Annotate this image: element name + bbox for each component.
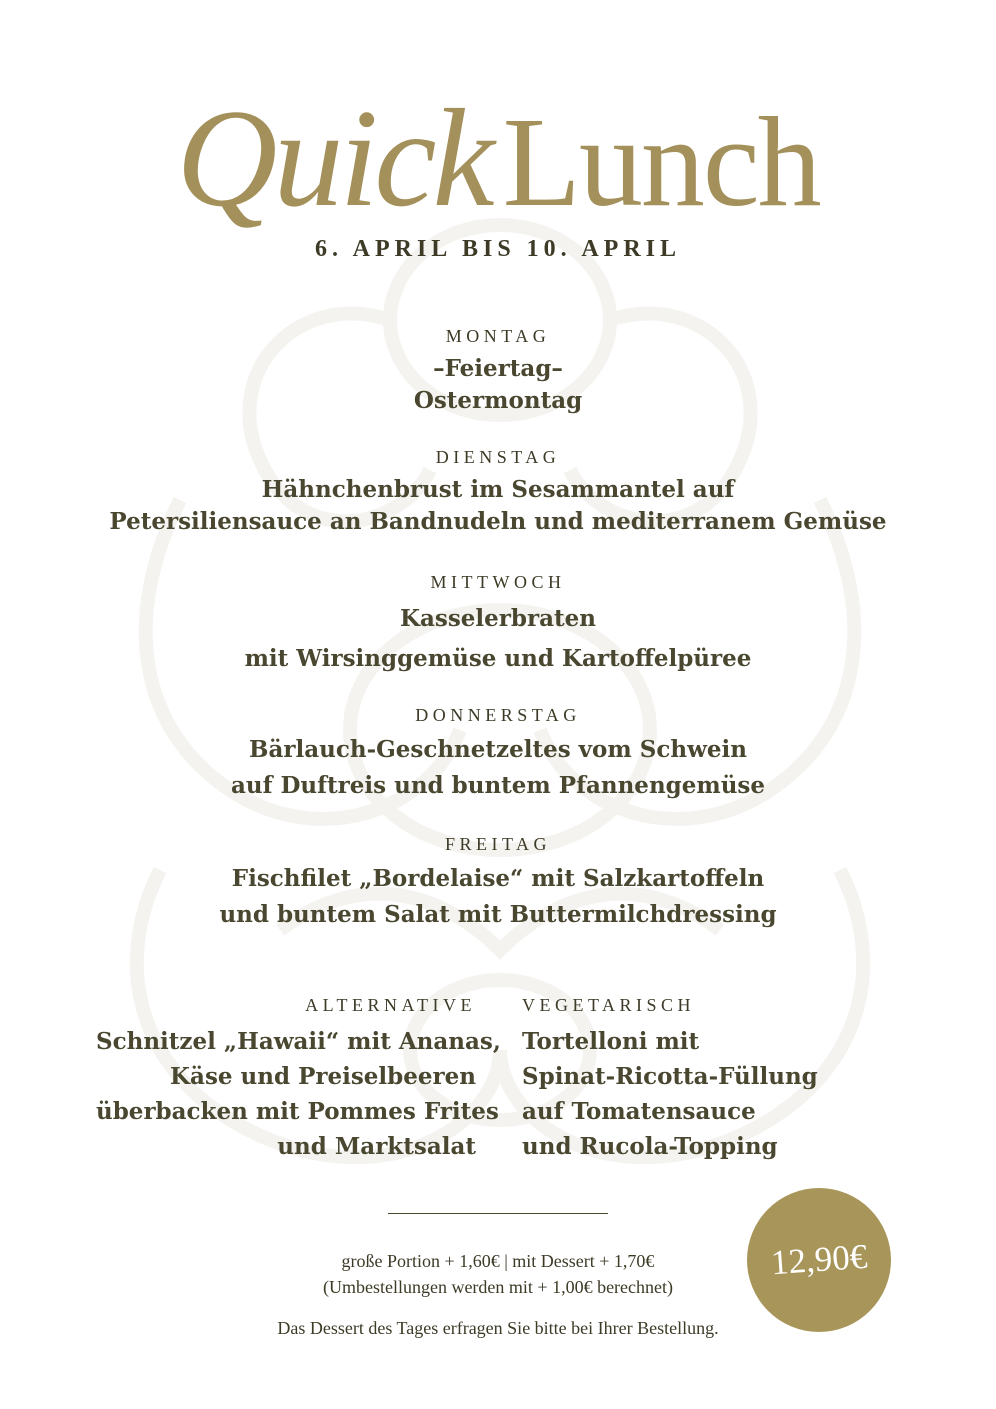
dish-line: und buntem Salat mit Buttermilchdressing	[219, 901, 777, 928]
dish-line: Ostermontag	[413, 387, 583, 414]
dish-line: überbacken mit Pommes Frites	[96, 1098, 499, 1125]
date-range: 6. APRIL BIS 10. APRIL	[314, 236, 682, 262]
alternative-column	[96, 994, 501, 1164]
footer-dessert-note: Das Dessert des Tages erfragen Sie bitte bei Ihrer Bestellung.	[277, 1318, 719, 1338]
day-tuesday	[0, 446, 996, 538]
vegetarian-column	[522, 994, 902, 1164]
day-wednesday	[0, 571, 996, 679]
dish	[0, 474, 996, 538]
menu-title	[0, 78, 996, 239]
day-label: MONTAG	[445, 326, 551, 346]
dish-line: Petersiliensauce an Bandnudeln und mediterranem Gemüse	[109, 508, 887, 535]
day-friday	[0, 833, 996, 933]
footer-rebooking-note: (Umbestellungen werden mit + 1,00€ berechnet)	[322, 1277, 674, 1297]
dish-line: Schnitzel „Hawaii“ mit Ananas,	[96, 1028, 501, 1055]
vegetarian-label: VEGETARISCH	[522, 995, 696, 1015]
dish-line: Bärlauch-Geschnetzeltes vom Schwein	[249, 736, 747, 763]
dish-line: Tortelloni mit	[522, 1028, 700, 1055]
day-label: MITTWOCH	[430, 572, 566, 592]
dish-line: und Rucola-Topping	[522, 1133, 778, 1160]
dish-line: –Feiertag–	[433, 355, 563, 382]
dish	[0, 599, 996, 679]
dish-line: Spinat-Ricotta-Füllung	[522, 1063, 818, 1090]
dish-line: auf Tomatensauce	[522, 1098, 756, 1125]
dish	[0, 861, 996, 933]
dish-line: auf Duftreis und buntem Pfannengemüse	[230, 772, 766, 799]
day-monday	[0, 325, 996, 417]
day-label: FREITAG	[444, 834, 552, 854]
title-script-word: Quick	[176, 81, 491, 236]
dish-line: und Marktsalat	[277, 1133, 476, 1160]
dish	[0, 353, 996, 417]
dish-line: Hähnchenbrust im Sesammantel auf	[261, 476, 735, 503]
day-label: DONNERSTAG	[415, 705, 581, 725]
dish-line: Käse und Preiselbeeren	[170, 1063, 476, 1090]
dish-line: mit Wirsinggemüse und Kartoffelpüree	[244, 645, 752, 672]
dish-line: Fischfilet „Bordelaise“ mit Salzkartoffeln	[231, 865, 765, 892]
price-badge	[747, 1188, 891, 1332]
dish	[0, 732, 996, 804]
footer-pricing: große Portion + 1,60€ | mit Dessert + 1,70€	[341, 1251, 655, 1271]
dish-line: Kasselerbraten	[400, 605, 596, 632]
day-thursday	[0, 704, 996, 804]
divider	[388, 1213, 608, 1214]
alternative-label: ALTERNATIVE	[305, 995, 476, 1015]
price-label: 12,90€	[769, 1236, 869, 1283]
day-label: DIENSTAG	[435, 447, 561, 467]
title-main-word: Lunch	[502, 91, 820, 233]
